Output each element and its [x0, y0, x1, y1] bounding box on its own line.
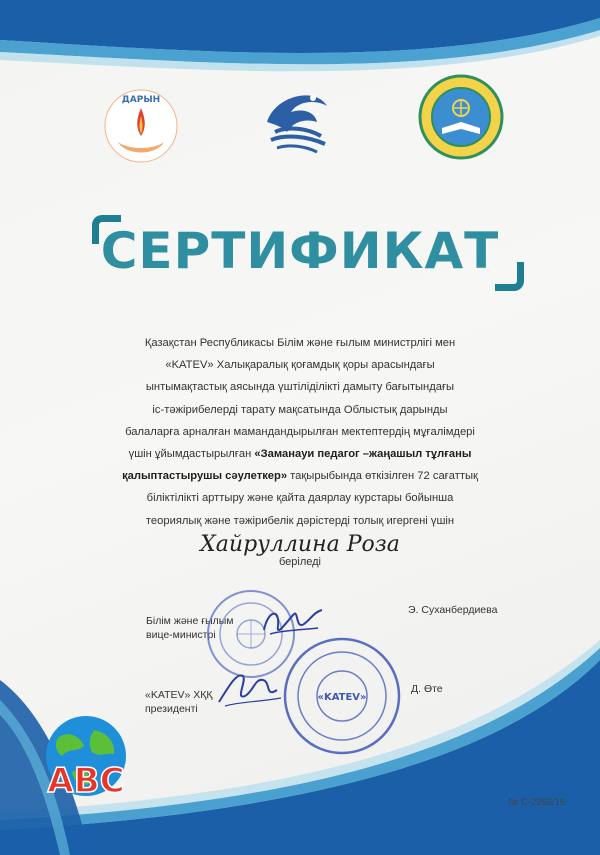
- body-line: ынтымақтастық аясында үштіліділікті дамыту бағытындағы: [145, 381, 455, 394]
- abc-text: ABC: [47, 761, 125, 801]
- course-title-part2: қалыптастырушы сәулеткер»: [122, 470, 288, 483]
- body-line: біліктілікті арттыру және қайта даярлау курстары бойынша: [146, 492, 454, 505]
- signatory1-title-line: вице-министрі: [146, 629, 216, 641]
- body-line: теориялық және тәжірибелік дәрістерді толық игергені үшін: [145, 514, 455, 527]
- darin-logo: [100, 86, 182, 166]
- certificate-title: СЕРТИФИКАТ: [100, 222, 500, 280]
- signature-2: [215, 666, 285, 710]
- certificate-number: № С-2266/16: [508, 797, 566, 808]
- body-line-text: үшін ұйымдастырылған: [128, 448, 255, 461]
- body-line: балаларға арналған мамандандырылған мектептердің мұғалімдері: [125, 425, 475, 438]
- body-line: [100, 443, 500, 465]
- recipient-name: Хайруллина Роза: [200, 532, 400, 557]
- signatory2-title-line: президенті: [145, 703, 198, 715]
- body-line: [100, 465, 500, 487]
- katev-logo: [255, 78, 337, 160]
- body-line: «KATEV» Халықаралық қоғамдық қоры арасындағы: [165, 359, 435, 372]
- katev-seal: [282, 636, 402, 756]
- ministry-emblem: [418, 74, 504, 160]
- certificate-body: [100, 332, 500, 532]
- body-line-text: тақырыбында өткізілген 72 сағаттық: [287, 470, 478, 483]
- signatory1-title-line: Білім және ғылым: [146, 615, 234, 627]
- top-blue-swoosh: [0, 0, 600, 90]
- given-label: беріледі: [278, 556, 321, 568]
- darin-logo-text: ДАРЫН: [121, 95, 161, 105]
- course-title-part1: «Заманауи педагог –жаңашыл тұлғаны: [254, 448, 472, 461]
- abc-globe-logo: [28, 712, 146, 807]
- signatory1-name: Э. Суханбердиева: [408, 604, 498, 616]
- body-line: іс-тәжірибелерді тарату мақсатында Облыстық дарынды: [152, 403, 448, 416]
- signatory2-title-line: «KATEV» ХҚҚ: [145, 689, 213, 701]
- katev-seal-text: «KATEV»: [317, 692, 367, 703]
- signatory2-name: Д. Өте: [411, 683, 443, 695]
- body-line: Қазақстан Республикасы Білім және ғылым министрлігі мен: [144, 337, 456, 349]
